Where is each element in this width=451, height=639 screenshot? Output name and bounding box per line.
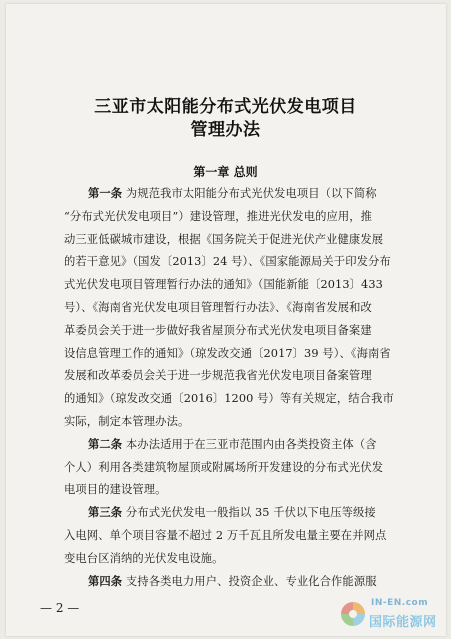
- body-line: [64, 459, 383, 475]
- body-line: [64, 367, 372, 383]
- body-line: [64, 413, 189, 429]
- body-line: [64, 231, 383, 247]
- article-label: 第二条: [88, 437, 123, 451]
- body-line: [64, 481, 167, 497]
- line-text: 的若干意见》（国发〔2013〕24 号）、《国家能源局关于印发分布: [64, 255, 391, 269]
- body-line: [88, 504, 376, 520]
- body-line: [64, 322, 372, 338]
- body-line: [88, 573, 377, 589]
- article-label: 第一条: [88, 187, 123, 200]
- body-line: [88, 185, 377, 201]
- line-text: 为规范我市太阳能分布式光伏发电项目（以下简称: [122, 187, 377, 200]
- body-line: [64, 345, 391, 361]
- page-number: — 2 —: [40, 601, 80, 615]
- line-text: “分布式光伏发电项目”）建设管理，推进光伏发电的应用，推: [64, 209, 373, 223]
- watermark-name: 国际能源网: [369, 615, 437, 630]
- line-text: 入电网、单个项目容量不超过 2 万千瓦且所发电量主要在并网点: [64, 529, 387, 542]
- line-text: 本办法适用于在三亚市范围内由各类投资主体（含: [122, 437, 377, 451]
- body-line: [64, 527, 386, 543]
- line-text: 式光伏发电项目管理暂行办法的通知》（国能新能〔2013〕433: [64, 278, 383, 292]
- body-line: [64, 276, 383, 292]
- body-line: [64, 550, 224, 566]
- line-text: 发展和改革委员会关于进一步规范我省光伏发电项目备案管理: [64, 369, 372, 383]
- line-text: 设信息管理工作的通知》（琼发改交通〔2017〕39 号）、《海南省: [64, 346, 391, 360]
- in-en-logo-icon: [339, 600, 367, 628]
- line-text: 支持各类电力用户、投资企业、专业化合作能源服: [122, 574, 377, 588]
- body-line: [64, 253, 391, 269]
- line-text: 动三亚低碳城市建设，根据《国务院关于促进光伏产业健康发展: [64, 232, 384, 246]
- body-line: [64, 390, 394, 406]
- watermark: [339, 596, 447, 634]
- article-label: 第三条: [88, 506, 123, 520]
- line-text: 变电台区消纳的光伏发电设施。: [64, 551, 224, 565]
- line-text: 个人）利用各类建筑物屋顶或附属场所开发建设的分布式光伏发: [64, 460, 384, 474]
- line-text: 电项目的建设管理。: [64, 483, 167, 497]
- body-line: [88, 436, 377, 452]
- line-text: 实际，制定本管理办法。: [64, 415, 190, 428]
- watermark-site: IN-EN.com: [371, 598, 429, 608]
- document-title-line1: 三亚市太阳能分布式光伏发电项目: [94, 97, 357, 117]
- chapter-heading: 第一章 总则: [193, 165, 258, 179]
- document-title-line2: 管理办法: [190, 120, 261, 140]
- article-label: 第四条: [88, 574, 123, 588]
- line-text: 革委员会关于进一步做好我省屋顶分布式光伏发电项目备案建: [64, 323, 372, 337]
- line-text: 分布式光伏发电一般指以 35 千伏以下电压等级接: [122, 506, 376, 520]
- line-text: 的通知》（琼发改交通〔2016〕1200 号）等有关规定，结合我市: [64, 392, 394, 406]
- line-text: 号）、《海南省光伏发电项目管理暂行办法》、《海南省发展和改: [64, 301, 372, 314]
- body-line: [64, 299, 372, 315]
- body-line: [64, 208, 372, 224]
